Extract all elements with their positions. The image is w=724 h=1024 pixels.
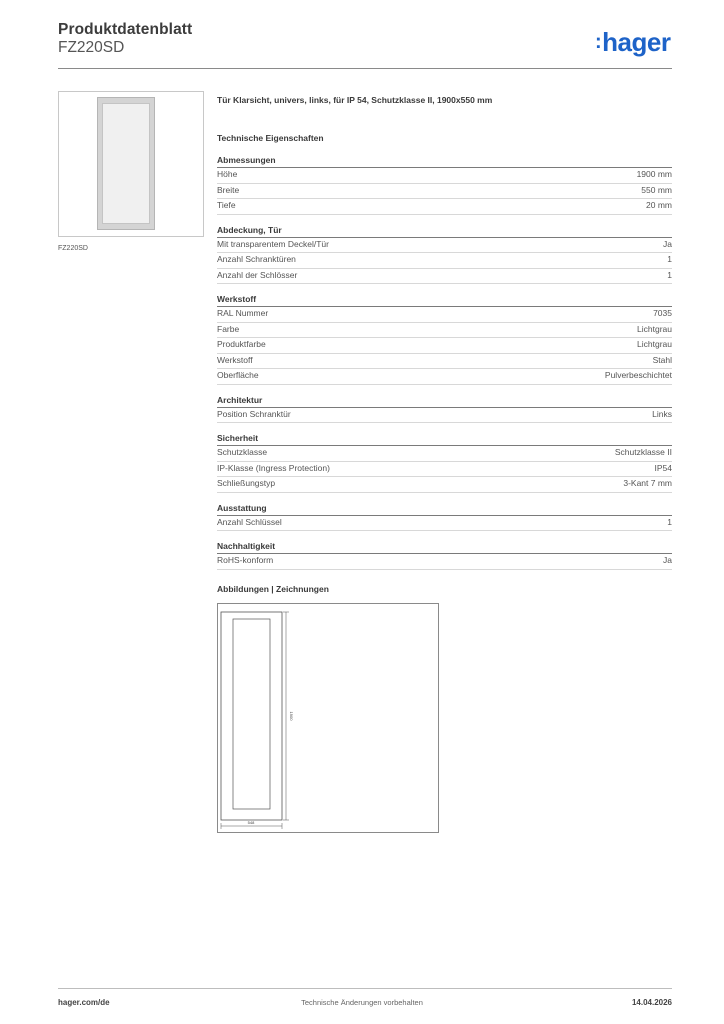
spec-row — [217, 462, 672, 478]
footer-divider — [58, 988, 672, 989]
spec-value: Lichtgrau — [637, 323, 672, 334]
spec-label: Anzahl der Schlösser — [217, 269, 298, 280]
spec-value: 3-Kant 7 mm — [623, 478, 672, 488]
section-title: Abmessungen — [217, 155, 672, 168]
spec-label: Tiefe — [217, 200, 236, 210]
spec-value: 1 — [667, 254, 672, 264]
spec-section — [217, 433, 672, 493]
spec-row — [217, 307, 672, 323]
spec-value: Lichtgrau — [637, 339, 672, 349]
section-title: Architektur — [217, 395, 672, 408]
spec-value: 1900 mm — [636, 169, 672, 179]
spec-row — [217, 238, 672, 254]
width-dimension-label: 548 — [247, 820, 255, 825]
product-image-caption: FZ220SD — [58, 245, 88, 252]
footer-disclaimer: Technische Änderungen vorbehalten — [301, 998, 423, 1007]
spec-label: Position Schranktür — [217, 408, 291, 419]
product-description: Tür Klarsicht, univers, links, für IP 54, Schutzklasse II, 1900x550 mm — [217, 95, 493, 105]
spec-section — [217, 155, 672, 215]
logo-dots: : — [595, 31, 602, 53]
door-frame — [97, 97, 155, 230]
spec-value: 1 — [667, 269, 672, 280]
section-title: Sicherheit — [217, 433, 672, 446]
section-title: Ausstattung — [217, 503, 672, 516]
product-image — [58, 91, 204, 237]
spec-row — [217, 408, 672, 424]
spec-sections — [217, 155, 672, 570]
spec-label: Breite — [217, 184, 240, 195]
spec-value: 20 mm — [646, 200, 672, 210]
spec-label: RoHS-konform — [217, 555, 274, 565]
logo-text: hager — [602, 27, 671, 57]
door-drawing-svg — [218, 604, 438, 832]
spec-label: RAL Nummer — [217, 308, 269, 318]
spec-value: Pulverbeschichtet — [604, 370, 672, 380]
spec-row — [217, 369, 672, 385]
spec-row — [217, 338, 672, 354]
spec-row — [217, 184, 672, 200]
header-divider — [58, 68, 672, 69]
door-glass — [102, 103, 150, 224]
spec-value: Ja — [663, 555, 672, 565]
spec-section — [217, 294, 672, 385]
spec-row — [217, 477, 672, 493]
spec-value: 7035 — [653, 308, 672, 318]
product-code: FZ220SD — [58, 39, 125, 56]
spec-section — [217, 541, 672, 570]
spec-row — [217, 354, 672, 370]
drawing-glass-outline — [233, 619, 270, 809]
spec-row — [217, 253, 672, 269]
spec-label: Mit transparentem Deckel/Tür — [217, 238, 329, 249]
spec-label: Produktfarbe — [217, 339, 266, 349]
spec-row — [217, 168, 672, 184]
spec-value: Schutzklasse II — [614, 447, 672, 457]
spec-label: Oberfläche — [217, 370, 259, 380]
spec-row — [217, 446, 672, 462]
page-title: Produktdatenblatt — [58, 21, 193, 38]
spec-value: Links — [652, 408, 672, 419]
spec-label: Anzahl Schranktüren — [217, 254, 296, 264]
spec-content — [217, 95, 672, 580]
spec-value: Stahl — [652, 354, 672, 365]
spec-label: Farbe — [217, 323, 240, 334]
spec-value: 550 mm — [641, 184, 672, 195]
drawings-title: Abbildungen | Zeichnungen — [217, 584, 329, 594]
section-title: Nachhaltigkeit — [217, 541, 672, 554]
spec-section — [217, 225, 672, 285]
spec-row — [217, 554, 672, 570]
spec-row — [217, 199, 672, 215]
spec-row — [217, 323, 672, 339]
spec-value: IP54 — [654, 462, 672, 473]
section-title: Werkstoff — [217, 294, 672, 307]
spec-label: Höhe — [217, 169, 238, 179]
drawing-door-outline — [221, 612, 282, 820]
technical-drawing — [217, 603, 439, 833]
footer-date: 14.04.2026 — [631, 998, 672, 1007]
spec-row — [217, 516, 672, 532]
tech-properties-title: Technische Eigenschaften — [217, 133, 324, 143]
spec-section — [217, 503, 672, 532]
height-dimension-label: 1900 — [289, 711, 294, 721]
spec-value: 1 — [667, 516, 672, 527]
spec-value: Ja — [663, 238, 672, 249]
section-title: Abdeckung, Tür — [217, 225, 672, 238]
spec-label: Anzahl Schlüssel — [217, 516, 282, 527]
spec-label: IP-Klasse (Ingress Protection) — [217, 462, 330, 473]
footer-website-link[interactable]: hager.com/de — [58, 998, 110, 1007]
spec-row — [217, 269, 672, 285]
spec-label: Schließungstyp — [217, 478, 276, 488]
hager-logo — [595, 27, 670, 58]
spec-label: Werkstoff — [217, 354, 253, 365]
spec-section — [217, 395, 672, 424]
spec-label: Schutzklasse — [217, 447, 268, 457]
